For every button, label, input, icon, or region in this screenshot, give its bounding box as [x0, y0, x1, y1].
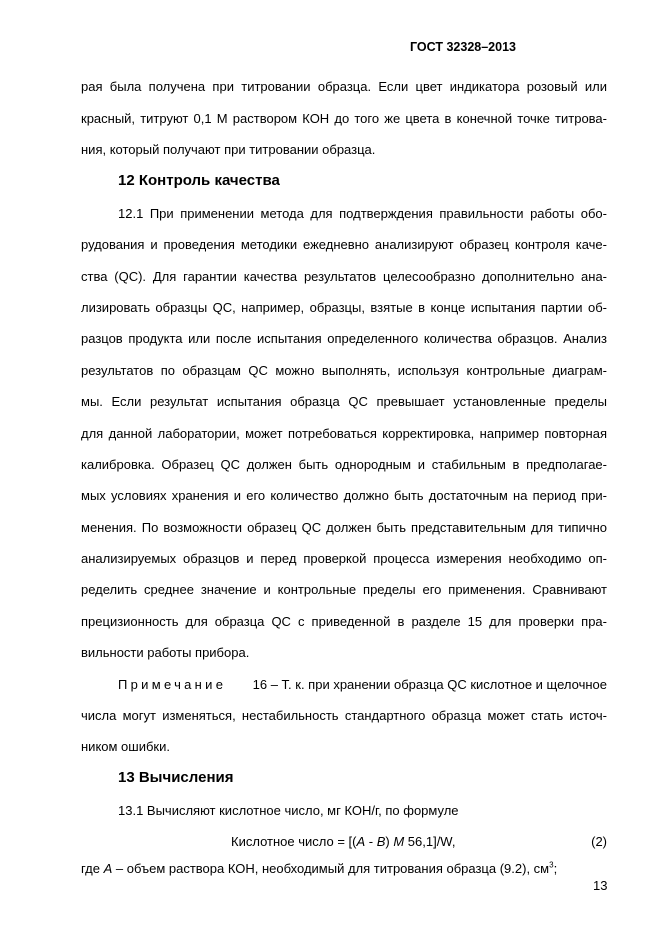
text-line: 13.1 Вычисляют кислотное число, мг КОН/г, по формуле	[118, 803, 459, 818]
page-number: 13	[593, 878, 608, 893]
text-line: прецизионность для образца QC с приведенной в разделе 15 для проверки пра-	[81, 614, 607, 629]
text-line: ния, который получают при титровании образца.	[81, 142, 376, 157]
text-line: ства (QC). Для гарантии качества результатов целесообразно дополнительно ана-	[81, 269, 607, 284]
text-line: ником ошибки.	[81, 739, 170, 754]
note-line	[118, 677, 607, 693]
note-label: Примечание	[118, 677, 227, 692]
document-header: ГОСТ 32328–2013	[410, 40, 516, 54]
text-line: 12.1 При применении метода для подтверждения правильности работы обо-	[118, 206, 607, 221]
note-text: 16 – Т. к. при хранении образца QC кислотное и щелочное	[252, 677, 607, 692]
text-line: вильности работы прибора.	[81, 645, 250, 660]
text-line: разцов продукта или после испытания определенного количества образцов. Анализ	[81, 331, 607, 346]
text-line: калибровка. Образец QC должен быть однородным и стабильным в предполагае-	[81, 457, 607, 472]
text-line: менения. По возможности образец QC должен быть представительным для типично	[81, 520, 607, 535]
text-line: лизировать образцы QC, например, образцы, взятые в конце испытания партии об-	[81, 300, 607, 315]
section-heading-13: 13 Вычисления	[118, 769, 234, 786]
text-line: ределить среднее значение и контрольные пределы его применения. Сравнивают	[81, 582, 607, 597]
formula	[81, 834, 607, 850]
text-line: анализируемых образцов и перед проверкой процесса измерения необходимо оп-	[81, 551, 607, 566]
text-line: для данной лаборатории, может потребоваться корректировка, например повторная	[81, 426, 607, 441]
formula-expression: Кислотное число = [(A - B) M 56,1]/W,	[231, 834, 456, 849]
text-line: мых условиях хранения и его количество должно быть достаточным на период при-	[81, 488, 607, 503]
where-line: где A – объем раствора КОН, необходимый для титрования образца (9.2), $см^3$;	[81, 860, 558, 876]
formula-number: (2)	[591, 834, 607, 849]
text-line: красный, титруют 0,1 М раствором КОН до того же цвета в конечной точке титрова-	[81, 111, 607, 126]
text-line: результатов по образцам QC можно выполнять, используя контрольные диаграм-	[81, 363, 607, 378]
text-line: мы. Если результат испытания образца QC превышает установленные пределы	[81, 394, 607, 409]
text-line: числа могут изменяться, нестабильность стандартного образца может стать источ-	[81, 708, 607, 723]
section-heading-12: 12 Контроль качества	[118, 172, 280, 189]
text-line: рая была получена при титровании образца. Если цвет индикатора розовый или	[81, 79, 607, 94]
text-line: рудования и проведения методики ежедневно анализируют образец контроля каче-	[81, 237, 607, 252]
